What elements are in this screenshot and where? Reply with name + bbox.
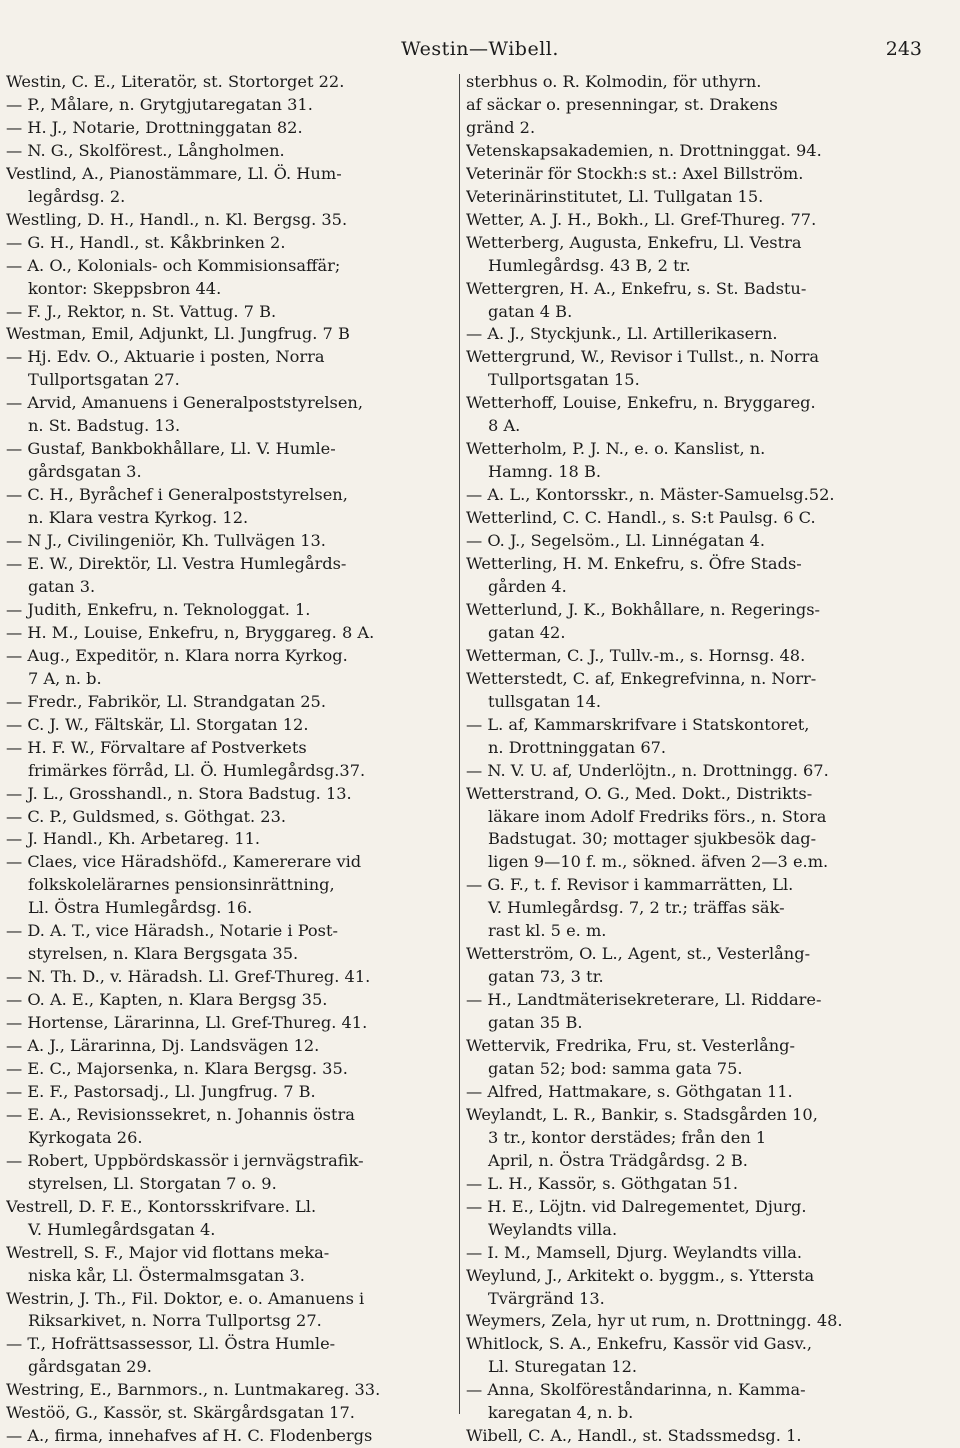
directory-line: — A. L., Kontorsskr., n. Mäster-Samuelsg.52.: [466, 485, 835, 505]
directory-line: — O. A. E., Kapten, n. Klara Bergsg 35.: [6, 990, 328, 1010]
directory-line: styrelsen, Ll. Storgatan 7 o. 9.: [28, 1173, 277, 1193]
directory-line: legårdsg. 2.: [28, 186, 126, 206]
directory-line: — J. Handl., Kh. Arbetareg. 11.: [6, 829, 261, 849]
directory-line: Weylund, J., Arkitekt o. byggm., s. Yttersta: [466, 1265, 815, 1285]
directory-line: Badstugat. 30; mottager sjukbesök dag-: [488, 829, 817, 849]
directory-line: — E. W., Direktör, Ll. Vestra Humlegårds-: [6, 554, 347, 574]
directory-line: Weymers, Zela, hyr ut rum, n. Drottningg. 48.: [466, 1311, 843, 1331]
directory-line: Wetterling, H. M. Enkefru, s. Öfre Stads-: [466, 554, 802, 574]
directory-line: Whitlock, S. A., Enkefru, Kassör vid Gasv.,: [466, 1334, 813, 1354]
directory-line: Wetterstrand, O. G., Med. Dokt., Distrikts-: [466, 783, 813, 803]
directory-line: — C. H., Byråchef i Generalpoststyrelsen,: [6, 485, 348, 505]
directory-line: — N. G., Skolförest., Långholmen.: [6, 140, 285, 160]
page-number: 243: [885, 38, 922, 60]
directory-line: n. Klara vestra Kyrkog. 12.: [28, 508, 249, 528]
directory-line: ligen 9—10 f. m., sökned. äfven 2—3 e.m.: [488, 852, 829, 872]
directory-line: Vetenskapsakademien, n. Drottninggat. 94.: [466, 140, 822, 160]
directory-line: Westman, Emil, Adjunkt, Ll. Jungfrug. 7 B: [6, 324, 350, 344]
directory-line: Wettervik, Fredrika, Fru, st. Vesterlång-: [466, 1036, 796, 1056]
directory-line: 7 A, n. b.: [28, 668, 102, 688]
directory-line: kontor: Skeppsbron 44.: [28, 278, 222, 298]
directory-line: — H. E., Löjtn. vid Dalregementet, Djurg.: [466, 1196, 807, 1216]
directory-line: Weylandts villa.: [488, 1219, 618, 1239]
right-column: [466, 71, 952, 1448]
directory-line: Riksarkivet, n. Norra Tullportsg 27.: [28, 1311, 322, 1331]
directory-line: Wetter, A. J. H., Bokh., Ll. Gref-Thureg. 77.: [466, 209, 817, 229]
directory-line: — E. F., Pastorsadj., Ll. Jungfrug. 7 B.: [6, 1081, 316, 1101]
directory-line: Wetterlind, C. C. Handl., s. S:t Paulsg. 6 C.: [466, 508, 816, 528]
directory-line: — P., Målare, n. Grytgjutaregatan 31.: [6, 94, 313, 114]
directory-line: — N. V. U. af, Underlöjtn., n. Drottningg. 67.: [466, 760, 829, 780]
directory-line: rast kl. 5 e. m.: [488, 921, 607, 941]
directory-line: April, n. Östra Trädgårdsg. 2 B.: [488, 1150, 748, 1170]
directory-line: — J. L., Grosshandl., n. Stora Badstug. 13.: [6, 783, 352, 803]
directory-line: läkare inom Adolf Fredriks förs., n. Stora: [488, 806, 827, 826]
directory-line: Wetterstedt, C. af, Enkegrefvinna, n. Norr-: [466, 668, 817, 688]
directory-line: Tullportsgatan 27.: [28, 370, 180, 390]
directory-line: — E. A., Revisionssekret, n. Johannis östra: [6, 1104, 355, 1124]
directory-line: — T., Hofrättsassessor, Ll. Östra Humle-: [6, 1334, 336, 1354]
directory-line: V. Humlegårdsg. 7, 2 tr.; träffas säk-: [488, 898, 785, 918]
directory-line: Vestlind, A., Pianostämmare, Ll. Ö. Hum-: [6, 163, 342, 183]
directory-line: — N J., Civilingeniör, Kh. Tullvägen 13.: [6, 531, 326, 551]
directory-line: — C. P., Guldsmed, s. Göthgat. 23.: [6, 806, 287, 826]
directory-line: styrelsen, n. Klara Bergsgata 35.: [28, 944, 299, 964]
directory-line: — A., firma, innehafves af H. C. Flodenbergs: [6, 1426, 373, 1446]
directory-line: — Gustaf, Bankbokhållare, Ll. V. Humle-: [6, 439, 336, 459]
directory-line: Vestrell, D. F. E., Kontorsskrifvare. Ll.: [6, 1196, 317, 1216]
directory-line: Wetterberg, Augusta, Enkefru, Ll. Vestra: [466, 232, 802, 252]
directory-line: gränd 2.: [466, 117, 536, 137]
directory-line: Wetterman, C. J., Tullv.-m., s. Hornsg. 48.: [466, 645, 806, 665]
directory-line: — A. J., Styckjunk., Ll. Artillerikasern.: [466, 324, 778, 344]
directory-line: — L. af, Kammarskrifvare i Statskontoret,: [466, 714, 810, 734]
directory-line: Westöö, G., Kassör, st. Skärgårdsgatan 17.: [6, 1403, 355, 1423]
directory-line: Wettergrund, W., Revisor i Tullst., n. Norra: [466, 347, 819, 367]
directory-line: gatan 42.: [488, 622, 566, 642]
directory-line: 8 A.: [488, 416, 521, 436]
directory-line: — N. Th. D., v. Häradsh. Ll. Gref-Thureg. 41.: [6, 967, 371, 987]
directory-line: V. Humlegårdsgatan 4.: [28, 1219, 216, 1239]
directory-line: Veterinärinstitutet, Ll. Tullgatan 15.: [466, 186, 764, 206]
directory-line: Westrin, J. Th., Fil. Doktor, e. o. Amanuens i: [6, 1288, 365, 1308]
directory-line: — Alfred, Hattmakare, s. Göthgatan 11.: [466, 1081, 793, 1101]
directory-line: gatan 4 B.: [488, 301, 573, 321]
directory-line: folkskolelärarnes pensionsinrättning,: [28, 875, 335, 895]
directory-line: — H. F. W., Förvaltare af Postverkets: [6, 737, 307, 757]
directory-line: Wibell, C. A., Handl., st. Stadssmedsg. 1.: [466, 1426, 802, 1446]
directory-line: — Robert, Uppbördskassör i jernvägstrafik-: [6, 1150, 364, 1170]
directory-line: gatan 52; bod: samma gata 75.: [488, 1058, 743, 1078]
directory-line: karegatan 4, n. b.: [488, 1403, 634, 1423]
directory-line: gatan 3.: [28, 576, 96, 596]
directory-line: — L. H., Kassör, s. Göthgatan 51.: [466, 1173, 738, 1193]
running-title: Westin—Wibell.: [401, 38, 559, 60]
directory-line: Tvärgränd 13.: [488, 1288, 605, 1308]
directory-line: Westling, D. H., Handl., n. Kl. Bergsg. 35.: [6, 209, 348, 229]
directory-line: — O. J., Segelsöm., Ll. Linnégatan 4.: [466, 531, 766, 551]
left-column: [6, 71, 458, 1448]
directory-line: — C. J. W., Fältskär, Ll. Storgatan 12.: [6, 714, 309, 734]
directory-line: — H., Landtmäterisekreterare, Ll. Riddare-: [466, 990, 822, 1010]
directory-line: Hamng. 18 B.: [488, 462, 601, 482]
directory-line: n. Drottninggatan 67.: [488, 737, 667, 757]
directory-line: Westrell, S. F., Major vid flottans meka-: [6, 1242, 330, 1262]
directory-line: — Judith, Enkefru, n. Teknologgat. 1.: [6, 599, 311, 619]
directory-line: Wetterhoff, Louise, Enkefru, n. Bryggareg.: [466, 393, 816, 413]
directory-line: — H. J., Notarie, Drottninggatan 82.: [6, 117, 303, 137]
directory-line: Wetterlund, J. K., Bokhållare, n. Regerings-: [466, 599, 821, 619]
directory-line: gårdsgatan 29.: [28, 1357, 152, 1377]
directory-line: niska kår, Ll. Östermalmsgatan 3.: [28, 1265, 305, 1285]
column-divider: [459, 74, 460, 1414]
directory-line: — A. J., Lärarinna, Dj. Landsvägen 12.: [6, 1036, 320, 1056]
directory-line: — G. F., t. f. Revisor i kammarrätten, Ll.: [466, 875, 794, 895]
directory-line: gården 4.: [488, 576, 567, 596]
directory-line: 3 tr., kontor derstädes; från den 1: [488, 1127, 767, 1147]
directory-line: — D. A. T., vice Häradsh., Notarie i Post-: [6, 921, 338, 941]
directory-line: — H. M., Louise, Enkefru, n, Bryggareg. 8 A.: [6, 622, 375, 642]
directory-line: Tullportsgatan 15.: [488, 370, 640, 390]
directory-line: Westin, C. E., Literatör, st. Stortorget 22.: [6, 72, 345, 91]
directory-line: — Anna, Skolföreståndarinna, n. Kamma-: [466, 1380, 806, 1400]
directory-line: sterbhus o. R. Kolmodin, för uthyrn.: [466, 72, 762, 91]
directory-line: Westring, E., Barnmors., n. Luntmakareg. 33.: [6, 1380, 381, 1400]
directory-line: gårdsgatan 3.: [28, 462, 142, 482]
directory-line: — Fredr., Fabrikör, Ll. Strandgatan 25.: [6, 691, 326, 711]
directory-line: tullsgatan 14.: [488, 691, 602, 711]
directory-line: — E. C., Majorsenka, n. Klara Bergsg. 35.: [6, 1058, 348, 1078]
directory-line: Ll. Östra Humlegårdsg. 16.: [28, 898, 253, 918]
directory-line: — Hortense, Lärarinna, Ll. Gref-Thureg. 41.: [6, 1013, 368, 1033]
directory-line: gatan 35 B.: [488, 1013, 583, 1033]
directory-line: — Aug., Expeditör, n. Klara norra Kyrkog.: [6, 645, 348, 665]
directory-line: Weylandt, L. R., Bankir, s. Stadsgården 10,: [466, 1104, 818, 1124]
directory-line: Veterinär för Stockh:s st.: Axel Billström.: [466, 163, 804, 183]
directory-line: — Claes, vice Häradshöfd., Kamererare vid: [6, 852, 362, 872]
directory-line: af säckar o. presenningar, st. Drakens: [466, 94, 778, 114]
directory-line: — A. O., Kolonials- och Kommisionsaffär;: [6, 255, 341, 275]
page-header: [0, 32, 960, 66]
directory-line: Wettergren, H. A., Enkefru, s. St. Badstu-: [466, 278, 807, 298]
directory-line: frimärkes förråd, Ll. Ö. Humlegårdsg.37.: [28, 760, 366, 780]
directory-line: gatan 73, 3 tr.: [488, 967, 604, 987]
directory-line: — G. H., Handl., st. Kåkbrinken 2.: [6, 232, 286, 252]
directory-line: Wetterström, O. L., Agent, st., Vesterlång-: [466, 944, 811, 964]
directory-line: Kyrkogata 26.: [28, 1127, 143, 1147]
directory-line: Ll. Sturegatan 12.: [488, 1357, 638, 1377]
directory-line: Wetterholm, P. J. N., e. o. Kanslist, n.: [466, 439, 766, 459]
directory-line: n. St. Badstug. 13.: [28, 416, 181, 436]
directory-line: — Hj. Edv. O., Aktuarie i posten, Norra: [6, 347, 325, 367]
directory-line: Humlegårdsg. 43 B, 2 tr.: [488, 255, 691, 275]
directory-line: — F. J., Rektor, n. St. Vattug. 7 B.: [6, 301, 277, 321]
directory-line: — Arvid, Amanuens i Generalpoststyrelsen,: [6, 393, 363, 413]
directory-line: — I. M., Mamsell, Djurg. Weylandts villa.: [466, 1242, 803, 1262]
